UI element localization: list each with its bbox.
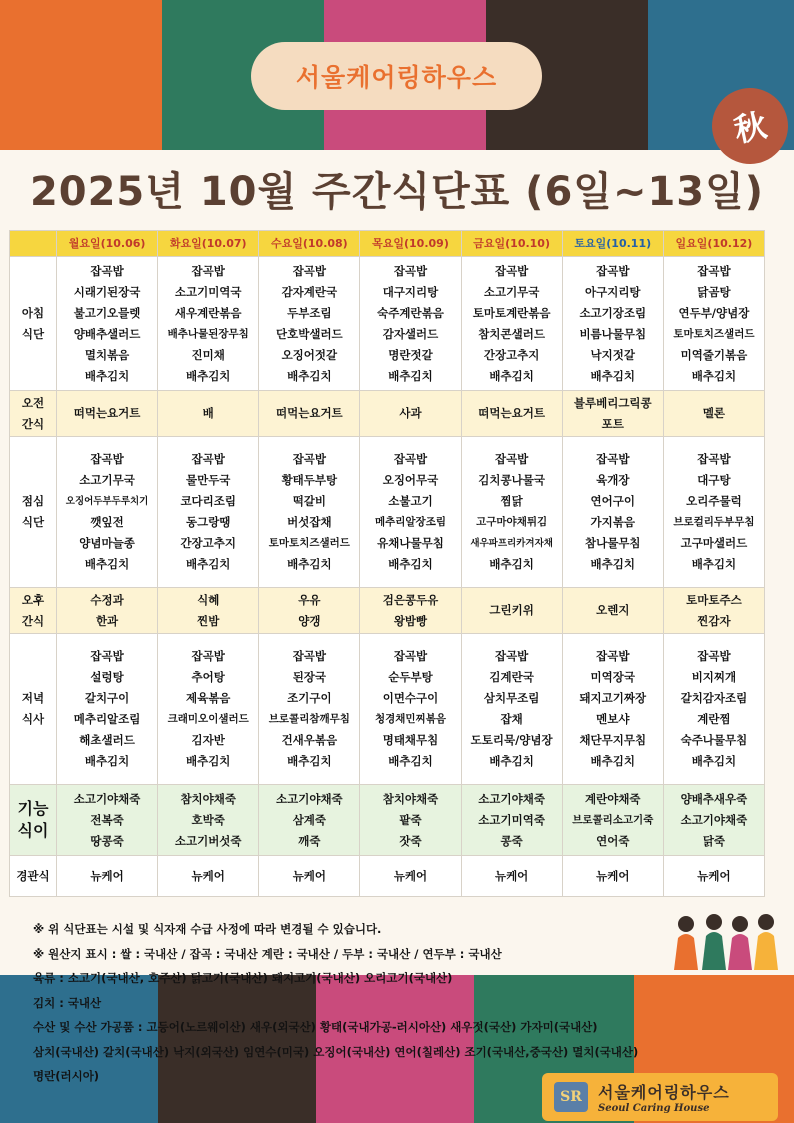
menu-item: 대구탕 bbox=[697, 473, 731, 487]
menu-item: 양념마늘종 bbox=[79, 536, 135, 550]
menu-item: 배추김치 bbox=[590, 557, 635, 571]
menu-row-functional bbox=[10, 785, 765, 856]
menu-item: 가지볶음 bbox=[590, 515, 635, 529]
menu-item: 깨죽 bbox=[298, 833, 321, 848]
menu-item: 떡갈비 bbox=[292, 494, 327, 508]
row-label-line: 식사 bbox=[21, 712, 45, 726]
menu-item: 블루베리그릭콩 bbox=[573, 395, 652, 410]
menu-item: 배추김치 bbox=[287, 557, 332, 571]
menu-cell bbox=[461, 856, 562, 897]
menu-cell bbox=[562, 257, 663, 391]
menu-cell bbox=[461, 391, 562, 437]
notes-section bbox=[33, 917, 753, 1089]
menu-cell bbox=[158, 437, 259, 588]
row-label-line: 오전 bbox=[21, 395, 45, 410]
footer-brand-text bbox=[598, 1080, 730, 1114]
menu-item: 브로콜리소고기죽 bbox=[572, 813, 654, 826]
menu-row-dinner bbox=[10, 634, 765, 785]
menu-item: 잡곡밥 bbox=[494, 263, 529, 278]
menu-item: 건새우볶음 bbox=[281, 733, 338, 747]
day-header-sunday: 일요일(10.12) bbox=[663, 231, 764, 257]
footer-name-korean: 서울케어링하우스 bbox=[598, 1083, 730, 1102]
menu-item: 소고기야채죽 bbox=[276, 791, 343, 806]
menu-item: 한과 bbox=[95, 613, 119, 628]
menu-item: 청경채민찌볶음 bbox=[374, 713, 446, 725]
menu-item: 식혜 bbox=[197, 592, 220, 607]
menu-cell bbox=[360, 785, 461, 856]
menu-item: 잡곡밥 bbox=[393, 649, 428, 663]
menu-item: 버섯잡채 bbox=[287, 515, 332, 529]
menu-cell bbox=[461, 785, 562, 856]
menu-cell bbox=[259, 634, 360, 785]
menu-item: 소불고기 bbox=[388, 494, 433, 508]
menu-cell bbox=[562, 437, 663, 588]
menu-item: 멘보샤 bbox=[596, 712, 630, 726]
day-header: 화요일(10.07) bbox=[158, 231, 259, 257]
menu-cell bbox=[259, 588, 360, 634]
menu-cell bbox=[562, 856, 663, 897]
menu-row-am-snack bbox=[10, 391, 765, 437]
menu-item: 포트 bbox=[601, 416, 624, 431]
day-header-saturday: 토요일(10.11) bbox=[562, 231, 663, 257]
menu-item: 잡채 bbox=[500, 712, 523, 726]
menu-item: 찐감자 bbox=[697, 613, 731, 628]
row-label bbox=[10, 856, 57, 897]
menu-cell bbox=[461, 588, 562, 634]
menu-item: 땅콩죽 bbox=[90, 833, 124, 848]
menu-item: 잡곡밥 bbox=[596, 649, 630, 663]
row-label bbox=[10, 257, 57, 391]
menu-cell bbox=[663, 785, 764, 856]
menu-cell bbox=[360, 437, 461, 588]
menu-item: 왕밤빵 bbox=[393, 613, 428, 628]
menu-cell bbox=[663, 856, 764, 897]
menu-item: 뉴케어 bbox=[697, 868, 731, 883]
menu-item: 대구지리탕 bbox=[382, 284, 439, 299]
row-label bbox=[10, 437, 57, 588]
day-header: 목요일(10.09) bbox=[360, 231, 461, 257]
menu-item: 채단무지무침 bbox=[579, 733, 647, 747]
top-stripe-orange bbox=[0, 0, 162, 150]
menu-item: 검은콩두유 bbox=[382, 592, 439, 607]
menu-item: 해초샐러드 bbox=[79, 733, 135, 747]
menu-item: 고구마야채튀김 bbox=[476, 516, 548, 528]
menu-cell bbox=[158, 257, 259, 391]
row-label-line: 아침 bbox=[21, 305, 45, 320]
menu-item: 비지찌개 bbox=[691, 670, 737, 684]
menu-item: 크래미오이샐러드 bbox=[167, 713, 249, 725]
menu-item: 팥죽 bbox=[399, 812, 422, 827]
menu-item: 잡곡밥 bbox=[292, 263, 327, 278]
menu-cell bbox=[57, 634, 158, 785]
menu-item: 브로콜리참깨무침 bbox=[268, 713, 350, 725]
menu-item: 브로컬리두부무침 bbox=[673, 516, 755, 528]
menu-item: 배추나물된장무침 bbox=[167, 327, 249, 340]
menu-item: 잡곡밥 bbox=[393, 263, 428, 278]
menu-item: 소고기무국 bbox=[79, 473, 135, 487]
menu-cell bbox=[360, 391, 461, 437]
menu-item: 간장고추지 bbox=[483, 347, 540, 362]
menu-item: 김계란국 bbox=[489, 670, 534, 684]
menu-item: 배추김치 bbox=[84, 368, 130, 383]
menu-item: 갈치감자조림 bbox=[680, 691, 748, 705]
menu-cell bbox=[461, 634, 562, 785]
menu-item: 배추김치 bbox=[691, 557, 737, 571]
menu-item: 깻잎전 bbox=[90, 515, 124, 529]
menu-item: 새우파프리카겨자채 bbox=[470, 538, 553, 549]
menu-item: 두부조림 bbox=[287, 305, 332, 320]
menu-item: 잡곡밥 bbox=[90, 452, 124, 466]
menu-item: 토마토치즈샐러드 bbox=[268, 537, 350, 549]
menu-cell bbox=[158, 634, 259, 785]
menu-cell bbox=[259, 437, 360, 588]
menu-item: 찜닭 bbox=[500, 494, 523, 508]
page-title: 2025년 10월 주간식단표 (6일~13일) bbox=[29, 169, 765, 215]
menu-item: 제육볶음 bbox=[185, 691, 231, 705]
day-header: 금요일(10.10) bbox=[461, 231, 562, 257]
menu-item: 배 bbox=[202, 406, 214, 420]
menu-item: 양배추새우죽 bbox=[680, 791, 748, 806]
menu-item: 이면수구이 bbox=[382, 691, 439, 705]
menu-item: 사과 bbox=[399, 406, 422, 420]
menu-item: 찐밤 bbox=[197, 613, 220, 628]
menu-item: 호박죽 bbox=[191, 812, 225, 827]
menu-item: 물만두국 bbox=[185, 473, 231, 487]
menu-item: 잡곡밥 bbox=[596, 452, 630, 466]
menu-item: 잡곡밥 bbox=[90, 649, 124, 663]
menu-item: 양갱 bbox=[298, 613, 321, 628]
menu-row-lunch bbox=[10, 437, 765, 588]
menu-item: 수정과 bbox=[90, 592, 124, 607]
note-line: 육류 : 소고기(국내산, 호주산) 닭고기(국내산) 돼지고기(국내산) 오리고기(국내산) bbox=[33, 971, 453, 985]
menu-item: 배추김치 bbox=[691, 754, 737, 768]
menu-item: 추어탕 bbox=[191, 670, 225, 684]
menu-item: 비름나물무침 bbox=[579, 326, 647, 341]
menu-item: 배추김치 bbox=[84, 557, 130, 571]
menu-item: 떠먹는요거트 bbox=[276, 406, 343, 420]
footer-logo-badge bbox=[542, 1073, 778, 1121]
menu-item: 전복죽 bbox=[90, 812, 124, 827]
menu-item: 돼지고기짜장 bbox=[579, 691, 647, 705]
menu-item: 닭죽 bbox=[702, 833, 726, 848]
menu-item: 잣죽 bbox=[399, 833, 422, 848]
menu-item: 잡곡밥 bbox=[191, 649, 225, 663]
menu-item: 배추김치 bbox=[489, 557, 534, 571]
menu-item: 동그랑땡 bbox=[185, 515, 231, 529]
menu-item: 숙주나물무침 bbox=[680, 733, 748, 747]
menu-row-breakfast bbox=[10, 257, 765, 391]
menu-cell bbox=[562, 785, 663, 856]
menu-item: 뉴케어 bbox=[596, 868, 630, 883]
menu-cell bbox=[259, 856, 360, 897]
menu-item: 진미채 bbox=[191, 347, 225, 362]
menu-item: 오징어두부두루치기 bbox=[65, 496, 149, 507]
weekly-menu-table bbox=[9, 230, 765, 897]
menu-row-tube bbox=[10, 856, 765, 897]
menu-item: 조기구이 bbox=[287, 691, 332, 705]
footer-name-english: Seoul Caring House bbox=[598, 1103, 710, 1114]
menu-item: 배추김치 bbox=[185, 368, 231, 383]
menu-item: 참치야채죽 bbox=[382, 791, 439, 806]
menu-item: 배추김치 bbox=[388, 368, 433, 383]
menu-cell bbox=[360, 634, 461, 785]
menu-item: 계란찜 bbox=[697, 712, 731, 726]
menu-cell bbox=[158, 588, 259, 634]
menu-cell bbox=[57, 437, 158, 588]
row-label-line: 기능 bbox=[17, 799, 49, 818]
menu-item: 잡곡밥 bbox=[191, 263, 225, 278]
menu-item: 감자샐러드 bbox=[382, 326, 439, 341]
row-label-line: 식이 bbox=[17, 821, 49, 840]
row-label-line: 저녁 bbox=[21, 691, 45, 705]
menu-item: 배추김치 bbox=[287, 754, 332, 768]
note-line: 김치 : 국내산 bbox=[33, 995, 102, 1010]
menu-item: 배추김치 bbox=[489, 368, 534, 383]
menu-item: 잡곡밥 bbox=[393, 452, 428, 466]
menu-item: 토마토계란볶음 bbox=[472, 305, 551, 320]
menu-cell bbox=[663, 257, 764, 391]
house-logo-icon: SR bbox=[554, 1082, 588, 1112]
menu-cell bbox=[158, 391, 259, 437]
menu-item: 시래기된장국 bbox=[73, 284, 141, 299]
menu-item: 소고기장조림 bbox=[579, 305, 647, 320]
row-label-line: 식단 bbox=[21, 515, 45, 529]
menu-cell bbox=[360, 257, 461, 391]
menu-cell bbox=[461, 437, 562, 588]
menu-item: 고구마샐러드 bbox=[680, 536, 748, 550]
menu-cell bbox=[663, 634, 764, 785]
menu-item: 김치콩나물국 bbox=[478, 473, 545, 487]
menu-item: 황태두부탕 bbox=[281, 473, 338, 487]
menu-item: 참나물무침 bbox=[585, 536, 641, 550]
menu-cell bbox=[259, 391, 360, 437]
row-label bbox=[10, 634, 57, 785]
menu-item: 유채나물무침 bbox=[377, 536, 444, 550]
menu-item: 명란젓갈 bbox=[388, 347, 433, 362]
menu-item: 설렁탕 bbox=[90, 670, 124, 684]
menu-item: 배추김치 bbox=[287, 368, 332, 383]
menu-cell bbox=[158, 856, 259, 897]
menu-item: 삼계죽 bbox=[292, 812, 327, 827]
menu-cell bbox=[57, 856, 158, 897]
menu-item: 배추김치 bbox=[590, 754, 635, 768]
brand-title: 서울케어링하우스 bbox=[251, 42, 542, 110]
menu-item: 연어구이 bbox=[590, 494, 635, 508]
menu-item: 오렌지 bbox=[596, 603, 630, 617]
menu-cell bbox=[360, 588, 461, 634]
menu-item: 배추김치 bbox=[388, 754, 433, 768]
menu-item: 육개장 bbox=[596, 473, 630, 487]
row-label-line: 간식 bbox=[21, 416, 45, 431]
autumn-seal-icon: 秋 bbox=[705, 81, 794, 171]
menu-item: 오징어무국 bbox=[382, 473, 439, 487]
menu-item: 배추김치 bbox=[489, 754, 534, 768]
menu-item: 메추리알조림 bbox=[73, 712, 141, 726]
menu-item: 토마토치즈샐러드 bbox=[673, 327, 755, 340]
menu-cell bbox=[663, 391, 764, 437]
menu-item: 잡곡밥 bbox=[494, 452, 529, 466]
menu-item: 멜론 bbox=[702, 406, 726, 420]
menu-cell bbox=[259, 257, 360, 391]
menu-cell bbox=[360, 856, 461, 897]
menu-item: 토마토주스 bbox=[686, 592, 742, 607]
note-line: 삼치(국내산) 갈치(국내산) 낙지(외국산) 임연수(미국) 오징어(국내산) 연어(칠레산) 조기(국내산,중국산) 멸치(국내산) bbox=[33, 1044, 639, 1059]
day-header: 수요일(10.08) bbox=[259, 231, 360, 257]
menu-cell bbox=[57, 588, 158, 634]
menu-item: 양배추샐러드 bbox=[73, 326, 141, 341]
menu-item: 잡곡밥 bbox=[697, 263, 731, 278]
menu-cell bbox=[562, 634, 663, 785]
menu-item: 닭곰탕 bbox=[697, 284, 731, 299]
menu-item: 메추리알장조림 bbox=[374, 516, 446, 528]
row-label-line: 간식 bbox=[21, 613, 45, 628]
menu-item: 소고기야채죽 bbox=[73, 791, 141, 806]
note-line: ※ 원산지 표시 : 쌀 : 국내산 / 잡곡 : 국내산 계란 : 국내산 / 두부 : 국내산 / 연두부 : 국내산 bbox=[33, 946, 502, 961]
menu-item: 명태채무침 bbox=[382, 733, 439, 747]
menu-item: 배추김치 bbox=[388, 557, 433, 571]
menu-item: 김자반 bbox=[191, 733, 225, 747]
menu-item: 잡곡밥 bbox=[697, 649, 731, 663]
menu-item: 코다리조림 bbox=[180, 494, 236, 508]
menu-item: 콩죽 bbox=[500, 833, 523, 848]
menu-item: 잡곡밥 bbox=[191, 452, 225, 466]
note-line: ※ 위 식단표는 시설 및 식자재 수급 사정에 따라 변경될 수 있습니다. bbox=[33, 922, 382, 936]
row-label-line: 경관식 bbox=[16, 868, 50, 883]
menu-item: 배추김치 bbox=[691, 368, 737, 383]
menu-cell bbox=[562, 588, 663, 634]
menu-item: 갈치구이 bbox=[84, 691, 130, 705]
menu-item: 감자계란국 bbox=[281, 284, 338, 299]
menu-item: 소고기미역죽 bbox=[478, 812, 545, 827]
menu-item: 단호박샐러드 bbox=[276, 326, 343, 341]
menu-item: 잡곡밥 bbox=[697, 452, 731, 466]
menu-item: 소고기야채죽 bbox=[680, 812, 748, 827]
menu-cell bbox=[57, 257, 158, 391]
menu-item: 계란야채죽 bbox=[585, 791, 641, 806]
menu-item: 아구지리탕 bbox=[585, 284, 641, 299]
day-header: 월요일(10.06) bbox=[57, 231, 158, 257]
menu-item: 숙주계란볶음 bbox=[377, 305, 444, 320]
menu-item: 멸치볶음 bbox=[84, 347, 130, 362]
menu-item: 불고기오믈렛 bbox=[73, 305, 141, 320]
menu-item: 잡곡밥 bbox=[90, 263, 124, 278]
menu-item: 오리주물럭 bbox=[686, 494, 742, 508]
menu-item: 잡곡밥 bbox=[292, 452, 327, 466]
menu-item: 잡곡밥 bbox=[596, 263, 630, 278]
note-line: 수산 및 수산 가공품 : 고등어(노르웨이산) 새우(외국산) 황태(국내가공-러시아산) 새우젓(국산) 가자미(국내산) bbox=[33, 1020, 598, 1034]
menu-item: 참치야채죽 bbox=[180, 791, 236, 806]
menu-cell bbox=[663, 437, 764, 588]
row-label bbox=[10, 391, 57, 437]
row-label bbox=[10, 588, 57, 634]
day-header-row bbox=[10, 231, 765, 257]
menu-item: 연어죽 bbox=[596, 833, 630, 848]
menu-item: 미역줄기볶음 bbox=[680, 347, 748, 362]
menu-item: 떠먹는요거트 bbox=[478, 406, 545, 420]
menu-item: 뉴케어 bbox=[393, 868, 428, 883]
row-label-line: 점심 bbox=[21, 494, 45, 508]
row-label bbox=[10, 785, 57, 856]
menu-cell bbox=[562, 391, 663, 437]
menu-cell bbox=[57, 391, 158, 437]
menu-item: 뉴케어 bbox=[292, 868, 327, 883]
menu-item: 우유 bbox=[298, 592, 321, 607]
menu-item: 떠먹는요거트 bbox=[73, 406, 141, 420]
menu-item: 배추김치 bbox=[185, 557, 231, 571]
menu-cell bbox=[158, 785, 259, 856]
menu-item: 뉴케어 bbox=[494, 868, 529, 883]
menu-item: 소고기미역국 bbox=[174, 284, 242, 299]
menu-row-pm-snack bbox=[10, 588, 765, 634]
menu-item: 낙지젓갈 bbox=[590, 347, 635, 362]
menu-item: 연두부/양념장 bbox=[678, 305, 750, 320]
menu-item: 뉴케어 bbox=[191, 868, 225, 883]
menu-item: 참치콘샐러드 bbox=[478, 326, 545, 341]
menu-item: 소고기무국 bbox=[483, 284, 540, 299]
menu-item: 배추김치 bbox=[84, 754, 130, 768]
menu-item: 배추김치 bbox=[185, 754, 231, 768]
note-line: 명란(러시아) bbox=[33, 1069, 100, 1083]
menu-item: 배추김치 bbox=[590, 368, 635, 383]
menu-item: 간장고추지 bbox=[180, 536, 236, 550]
menu-item: 잡곡밥 bbox=[292, 649, 327, 663]
menu-item: 삼치무조림 bbox=[483, 691, 540, 705]
menu-cell bbox=[259, 785, 360, 856]
menu-item: 오징어젓갈 bbox=[281, 347, 338, 362]
menu-cell bbox=[663, 588, 764, 634]
menu-item: 미역장국 bbox=[590, 670, 635, 684]
menu-item: 잡곡밥 bbox=[494, 649, 529, 663]
menu-item: 된장국 bbox=[292, 670, 327, 684]
header-corner bbox=[10, 231, 57, 257]
menu-item: 소고기버섯죽 bbox=[174, 833, 242, 848]
menu-cell bbox=[57, 785, 158, 856]
row-label-line: 식단 bbox=[21, 326, 45, 341]
menu-item: 도토리묵/양념장 bbox=[470, 733, 553, 747]
menu-item: 그린키위 bbox=[489, 603, 534, 617]
menu-cell bbox=[461, 257, 562, 391]
menu-item: 새우계란볶음 bbox=[174, 305, 242, 320]
menu-item: 소고기야채죽 bbox=[478, 791, 545, 806]
menu-item: 순두부탕 bbox=[388, 670, 433, 684]
row-label-line: 오후 bbox=[21, 592, 45, 607]
menu-item: 뉴케어 bbox=[90, 868, 124, 883]
